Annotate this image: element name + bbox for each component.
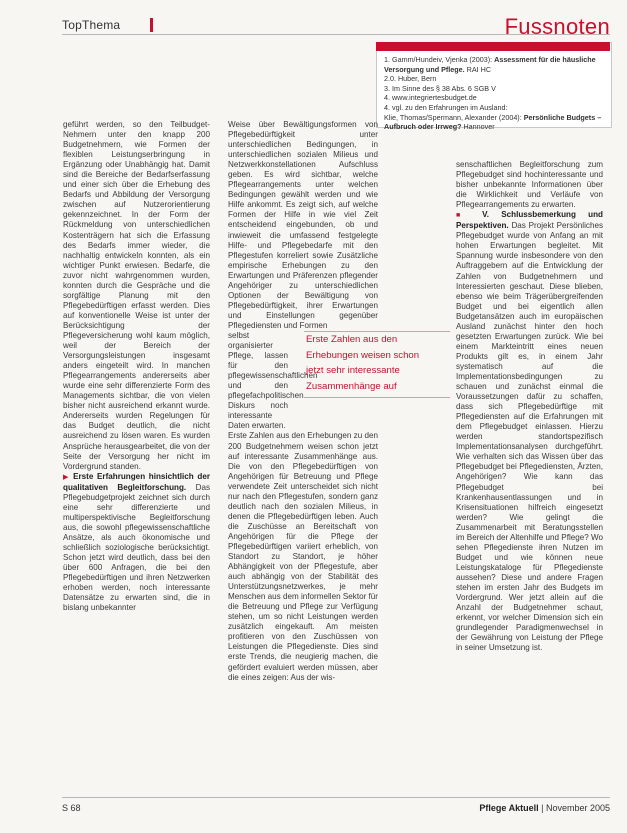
pullquote-rule-bottom — [304, 397, 450, 398]
publication-info: Pflege Aktuell | November 2005 — [479, 803, 610, 813]
footnote: Klie, Thomas/Spermann, Alexander (2004): Persönliche Budgets – Aufbruch oder Irrweg? Hannover — [384, 112, 602, 132]
footnote: 4. www.integriertesbudget.de — [384, 93, 477, 103]
issue-date: November 2005 — [545, 803, 610, 813]
pullquote-line: jetzt sehr interessante — [306, 365, 400, 376]
article-column-2 — [228, 120, 378, 683]
square-marker-icon: ■ — [456, 212, 483, 220]
footnotes-list — [384, 55, 606, 132]
pullquote-line: Zusammenhänge auf — [306, 380, 397, 392]
paragraph: geführt werden, so den Teilbudget-Nehmern unter den knapp 200 Budgetnehmern, wie Formen der flexiblen Leistungserbringung in Ergänzung oder Unabhängig hat. Damit sind die Bereiche der Bedarfserfassung und einer sich über die Erhebung des Bedarfs und Abbildung der Versorgung zwischen auf Nutzerorientierung gekennzeichnet. In der Form der Rückmeldung von unterschiedlichen Kostenträgern hat sich die Erfassung des Bedarfs immer wieder, die nachhaltig entwickeln konnten, als ein wichtiger Punkt erwiesen. Bedarfe, die zuvor nicht wahrgenommen wurden, konnten durch die Gespräche und die sorgfältige Planung mit den Pflegebedürftigen erfasst werden. Dies auf konventionelle Weise ist unter der Berücksichtigung der Pflegeversicherung wohl kaum möglich, weil der Bereich der Versorgungsleistungen insgesamt anders eingeteilt wird. In manchen Pflegearrangements andererseits aber wurde eine sehr differenzierte Form des Managements sichtbar, die von vielen bisher nicht ausreichend erkannt wurde. Andererseits wurden Regelungen für das Budget deutlich, die nicht ausreichend zu lösen waren. Es wurden Ansprüche herausgearbeitet, die von der Seite der Versorgung her nicht im Vordergrund standen. — [63, 120, 210, 471]
page-number: S 68 — [62, 803, 81, 813]
section-label: TopThema — [62, 18, 121, 32]
paragraph: senschaftlichen Begleitforschung zum Pflegebudget sind hochinteressante und bisher unbekannte Informationen über die Wirklichkeit und Verläufe von Pflegearrangements zu erwarten. — [456, 160, 603, 210]
paragraph: selbst organisierter Pflege, lassen für den pflegewissenschaftlichen und den pflegefachpolitischen Diskurs noch interessante Daten erwarten. — [228, 330, 318, 431]
footnote: 1. Gamm/Hundeiv, Vjenka (2003): Assessment für die häusliche Versorgung und Pflege. RAI HC — [384, 55, 596, 74]
paragraph: Weise über Bewältigungsformen von Pflegebedürftigkeit unter unterschiedlichen Bedingungen, in unterschiedlichen sozialen Milieus und Netzwerkkonstellationen Aufschluss geben. Es wird sichtbar, welche Pflegearrangements unter welchen Bedingungen gewählt werden und wie Hilfe ankommt. Es zeigt sich, auf welche Formen der Hilfe in wie viel Zeit entscheidend eingebunden, ob und inwieweit die umfassend festgelegte Hilfe- und Pflegebedarfe mit den Pflegestufen korreliert sowie Zusätzliche empirische Erhebungen zu den Erwartungen und Präferenzen pflegender Angehöriger zu unterschiedlichen Optionen der Bewältigung von Pflegebedürftigkeit, ihrer Erwartungen und Einstellungen gegenüber Pflegediensten und Formen — [228, 120, 378, 330]
publication-name: Pflege Aktuell — [479, 803, 539, 813]
paragraph: Erste Zahlen aus den Erhebungen zu den 200 Budgetnehmern weisen schon jetzt auf interessante Zusammenhänge aus. Die von den Pflegebedürftigen von Angehörigen für Betreuung und Pflege verwendete Zeit unterscheidet sich nicht nur nach den Pflegestufen, sondern ganz deutlich nach den sozialen Milieus, in denen die Pflegebedürftigen leben. Auch die Zuschüsse an Bereitschaft von Angehörigen für die Pflege der Pflegebedürftigen variiert erheblich, von Standort zu Standort, je höher Abhängigkeit von der Pflegestufe, aber auch abhängig von der Stabilität des Unterstützungsnetzwerkes, je mehr Menschen aus dem informellen Sektor für die Betreuung und Pflege zur Verfügung stehen, um so nicht Leistungen werden zusätzlich eingekauft. Am meisten profitieren von den Zuschüssen von Leistungen die Pflegedienste. Dies sind erste Trends, die neugierig machen, die gefördert evaluiert werden müssen, aber die eines zeigen: Aus der wis- — [228, 431, 378, 682]
footnote: 2.0. Huber, Bern — [384, 74, 437, 84]
footnote: 3. Im Sinne des § 38 Abs. 6 SGB V — [384, 83, 496, 93]
section-heading: ▶ Erste Erfahrungen hinsichtlich der qualitativen Begleitforschung. Das Pflegebudgetprojekt zeichnet sich durch eine sehr differenzierte und multiperspektivische Begleitforschung aus, die sowohl pflegewissenschaftliche Ansätze, als auch ökonomische und schließlich soziologische berücksichtigt. Schon jetzt wird deutlich, dass bei den über 600 Anfragen, die bei den Pflegebedürftigen und ihren Netzwerken erhoben werden, noch interessante Datensätze zu erwarten sind, die in bislang unbekannter — [63, 471, 210, 613]
footer-rule — [62, 797, 610, 798]
article-column-3 — [456, 160, 603, 653]
pullquote-line: Erhebungen weisen schon — [306, 349, 420, 361]
page-title: Fussnoten — [504, 14, 610, 39]
article-column-1 — [63, 120, 210, 613]
pullquote-line: Erste Zahlen aus den — [306, 334, 398, 345]
arrow-marker-icon: ▶ — [63, 473, 74, 481]
section-heading: ■ V. Schlussbemerkung und Perspektiven. Das Projekt Persönliches Pflegebudget wurde von Anfang an mit hohen Erwartungen begleitet. Mit Spannung wurde insbesondere von den Auftraggebern auf die Entwicklung der Zahlen von Budgetnehmern und Interessierten geschaut. Diese blieben, ebenso wie beim Trägerübergreifenden Budget und bei eigentlich allen Budgetansätzen auch im europäischen Ausland zunächst hinter den hoch gesetzten Erwartungen zurück. Wie bei einem Markteintritt eines neuen Produkts gilt es, in einem Jahr systematisch auf die Implementationsbedingungen zu schauen und zunächst einmal die Voraussetzungen dafür zu schaffen, dass sich Pflegebedürftige mit Pflegediensten auf die Erfahrungen mit dem Pflegebudget einlassen. Hierzu werden standortspezifisch Implementationsanalysen durchgeführt. Wie verhalten sich das Wissen über das Pflegebudget bei Pflegediensten, Ärzten, Angehörigen? Wie kann das Pflegebudget bei Krankenhausentlassungen und in Krisensituationen hilfreich eingesetzt werden? Wie gelingt die Zusammenarbeit mit Beratungsstellen im Bereich der Altenhilfe und Pflege? Wo sehen Pflegedienste ihren Nutzen im Budget und wie können neue Leistungskataloge für Pflegedienste aussehen? Diese und andere Fragen stehen im ersten Jahr des Budgets im Vordergrund. Wer jetzt allein auf die Anzahl der Budgetnehmer schaut, erkennt, vor welcher Dimension sich ein grundlegender Paradigmenwechsel in der Gewährung von Leistung der Pflege in seiner Umsetzung ist. — [456, 210, 603, 653]
pullquote — [306, 332, 448, 394]
footnotes-box-accent — [376, 42, 610, 51]
section-marker — [150, 18, 153, 32]
footnote: 4. vgl. zu den Erfahrungen im Ausland: — [384, 102, 508, 112]
